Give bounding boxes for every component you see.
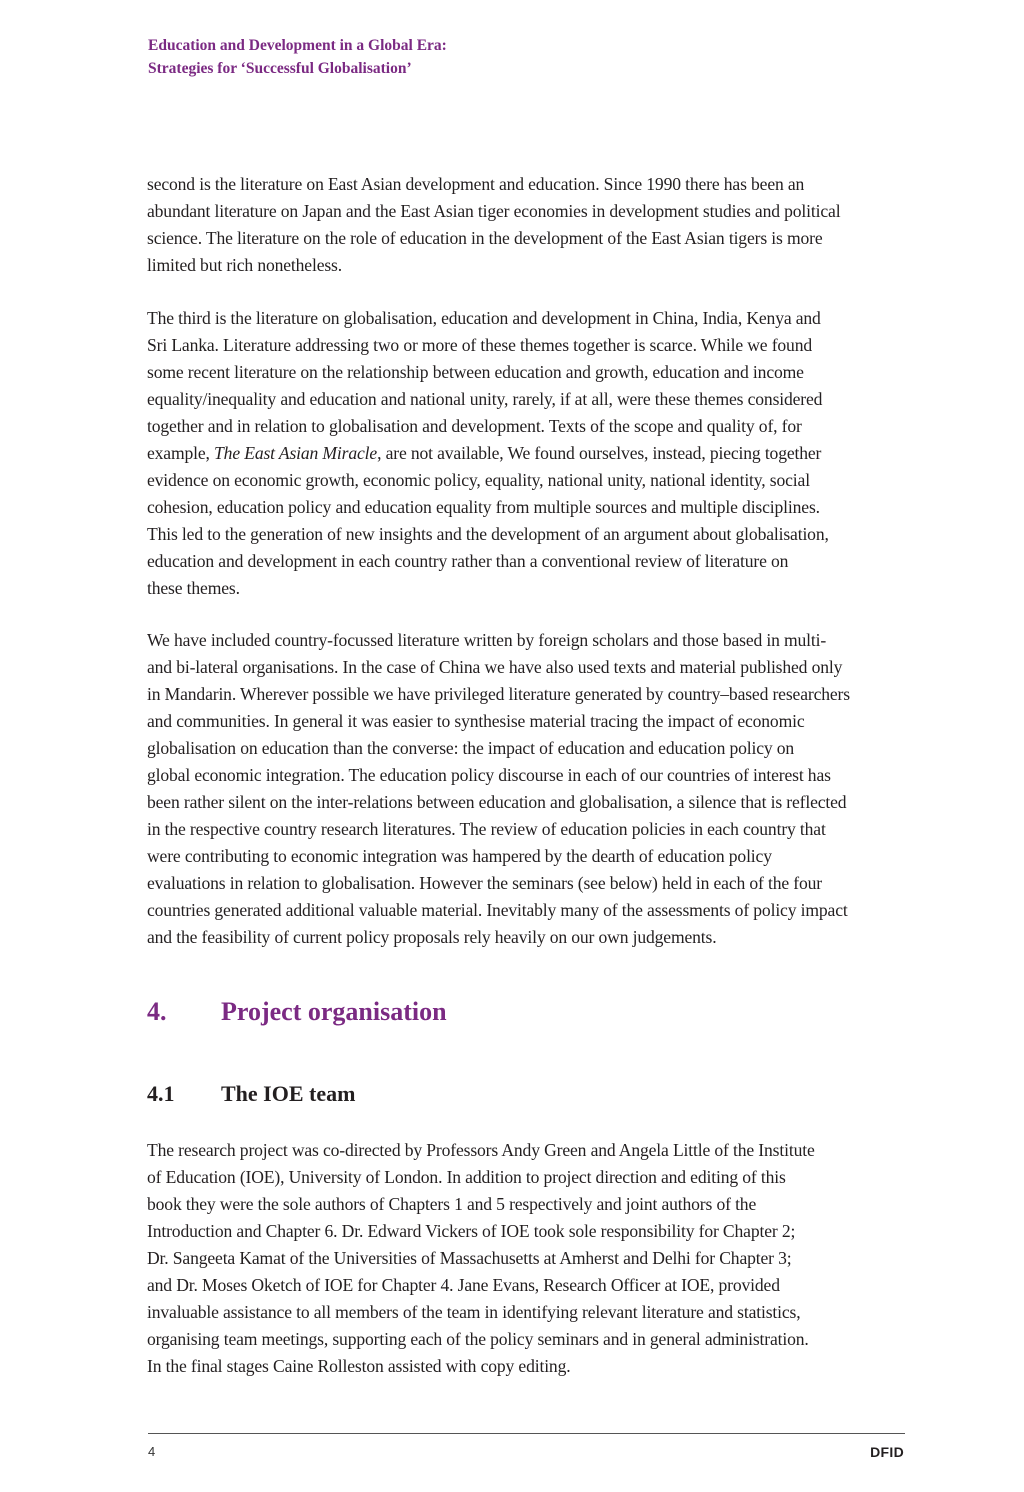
text-line: invaluable assistance to all members of the team in identifying relevant literature and statistics, [147,1302,801,1322]
text-line: education and development in each country rather than a conventional review of literature on [147,551,789,571]
text-line: in Mandarin. Wherever possible we have privileged literature generated by country–based researchers [147,684,850,704]
text-line: Sri Lanka. Literature addressing two or more of these themes together is scarce. While we found [147,335,812,355]
paragraph-country-focussed-literature [147,627,923,951]
text-line: together and in relation to globalisation and development. Texts of the scope and quality of, for [147,416,802,436]
paragraph-east-asian-literature [147,171,923,279]
text-line-with-citation [147,440,923,467]
text-line: limited but rich nonetheless. [147,255,343,275]
text-line: and bi-lateral organisations. In the case of China we have also used texts and material published only [147,657,843,677]
footer-divider [148,1433,905,1434]
paragraph-ioe-team [147,1137,923,1380]
cited-title: The East Asian Miracle [214,443,378,463]
text-line: Introduction and Chapter 6. Dr. Edward Vickers of IOE took sole responsibility for Chapter 2; [147,1221,796,1241]
text-line: The research project was co-directed by Professors Andy Green and Angela Little of the Institute [147,1140,815,1160]
text-line: second is the literature on East Asian development and education. Since 1990 there has been an [147,174,805,194]
text-line: of Education (IOE), University of London. In addition to project direction and editing of this [147,1167,786,1187]
section-number: 4. [147,997,167,1026]
text-line: globalisation on education than the converse: the impact of education and education policy on [147,738,795,758]
text-line: equality/inequality and education and national unity, rarely, if at all, were these themes considered [147,389,823,409]
subsection-title: The IOE team [221,1081,356,1106]
text-line: evidence on economic growth, economic policy, equality, national unity, national identity, social [147,470,810,490]
section-title: Project organisation [221,997,447,1026]
text-line: organising team meetings, supporting each of the policy seminars and in general administration. [147,1329,809,1349]
text-line: book they were the sole authors of Chapters 1 and 5 respectively and joint authors of the [147,1194,757,1214]
text-line: The third is the literature on globalisation, education and development in China, India, Kenya and [147,308,821,328]
subsection-heading [147,1078,355,1110]
page-number: 4 [148,1444,156,1459]
text-line: were contributing to economic integration was hampered by the dearth of education policy [147,846,772,866]
text-line: science. The literature on the role of education in the development of the East Asian tigers is more [147,228,823,248]
text-line: these themes. [147,578,240,598]
text-line: We have included country-focussed literature written by foreign scholars and those based in multi- [147,630,827,650]
text-line: global economic integration. The education policy discourse in each of our countries of interest has [147,765,831,785]
text-line: In the final stages Caine Rolleston assisted with copy editing. [147,1356,571,1376]
text-line: and the feasibility of current policy proposals rely heavily on our own judgements. [147,927,717,947]
text-line: This led to the generation of new insights and the development of an argument about globalisation, [147,524,829,544]
text-line: abundant literature on Japan and the East Asian tiger economies in development studies and political [147,201,841,221]
text-line: evaluations in relation to globalisation. However the seminars (see below) held in each of the four [147,873,823,893]
text-line: some recent literature on the relationship between education and growth, education and income [147,362,804,382]
subsection-number: 4.1 [147,1081,175,1106]
text-fragment: example, [147,443,215,463]
text-line: cohesion, education policy and education equality from multiple sources and multiple disciplines. [147,497,820,517]
paragraph-third-literature [147,305,923,602]
text-line: in the respective country research literatures. The review of education policies in each country that [147,819,826,839]
section-heading [147,994,447,1030]
text-line: and Dr. Moses Oketch of IOE for Chapter 4. Jane Evans, Research Officer at IOE, provided [147,1275,780,1295]
running-header-line-2: Strategies for ‘Successful Globalisation’ [148,60,412,77]
text-line: and communities. In general it was easier to synthesise material tracing the impact of economic [147,711,805,731]
running-header [148,34,447,80]
text-fragment: , are not available, We found ourselves, instead, piecing together [377,443,822,463]
text-line: been rather silent on the inter-relations between education and globalisation, a silence that is reflected [147,792,847,812]
text-line: countries generated additional valuable material. Inevitably many of the assessments of policy impact [147,900,848,920]
publisher-name: DFID [870,1444,904,1460]
running-header-line-1: Education and Development in a Global Era: [148,37,447,54]
text-line: Dr. Sangeeta Kamat of the Universities of Massachusetts at Amherst and Delhi for Chapter 3; [147,1248,792,1268]
